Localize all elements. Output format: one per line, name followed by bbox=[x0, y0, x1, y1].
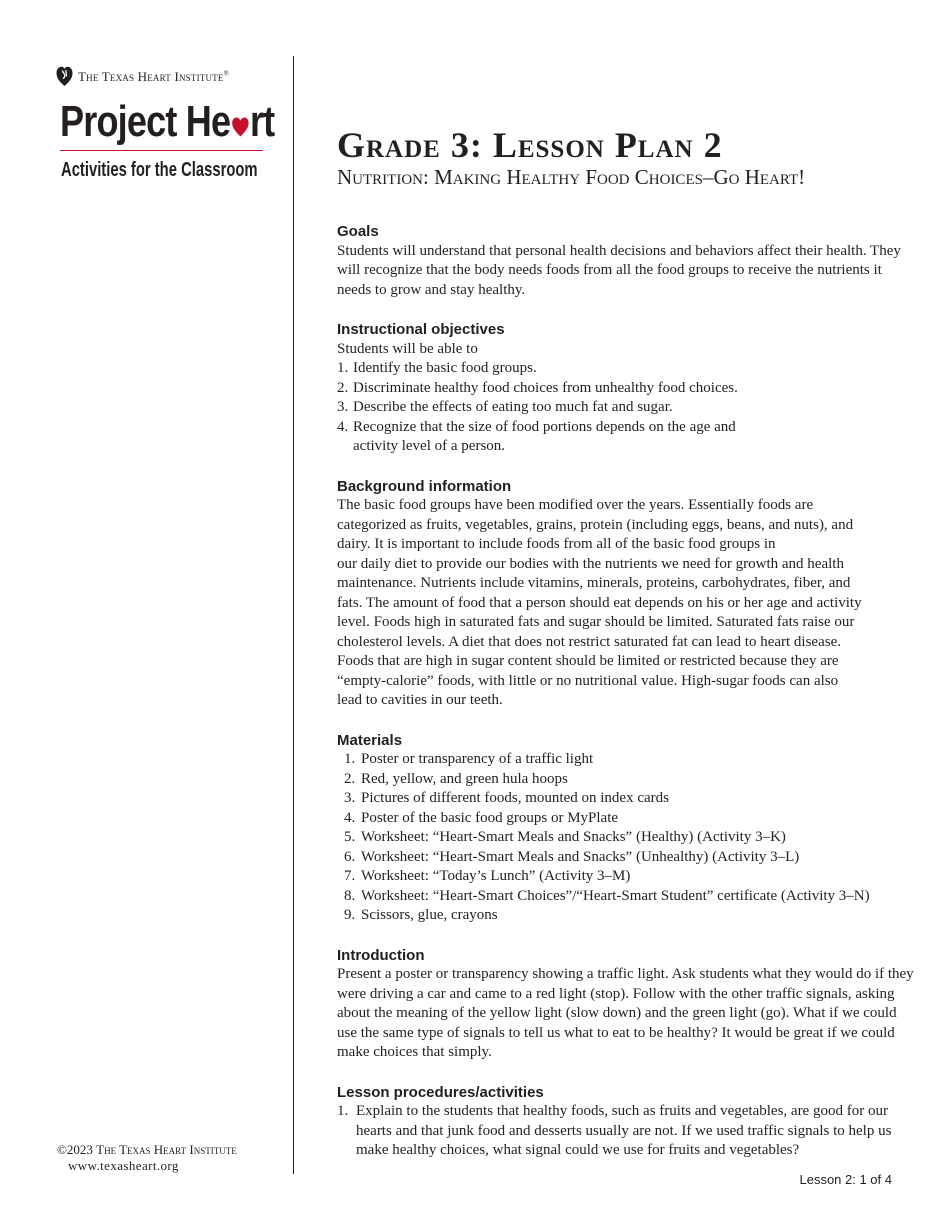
institute-name: The Texas Heart Institute® bbox=[78, 68, 230, 84]
list-item: 4. Recognize that the size of food portions depends on the age and activity level of a person. bbox=[337, 418, 736, 454]
website-link[interactable]: www.texasheart.org bbox=[68, 1158, 179, 1173]
list-item: 3. Pictures of different foods, mounted on index cards bbox=[344, 790, 669, 806]
list-item: 3. Describe the effects of eating too much fat and sugar. bbox=[337, 399, 673, 415]
list-item: 8. Worksheet: “Heart-Smart Choices”/“Heart-Smart Student” certificate (Activity 3–N) bbox=[344, 887, 870, 904]
list-item: 4. Poster of the basic food groups or MyPlate bbox=[344, 809, 619, 826]
heart-logo-icon bbox=[56, 66, 73, 87]
list-item: 2. Red, yellow, and green hula hoops bbox=[344, 770, 568, 787]
project-subtitle: Activities for the Classroom bbox=[61, 159, 258, 181]
objectives-heading: Instructional objectives bbox=[337, 321, 505, 338]
objectives-intro: Students will be able to bbox=[337, 340, 478, 357]
red-heart-icon bbox=[231, 116, 249, 138]
procedures-section bbox=[337, 1083, 917, 1161]
list-item: 1. Poster or transparency of a traffic light bbox=[344, 751, 594, 767]
goals-section bbox=[337, 222, 917, 300]
lesson-content bbox=[337, 120, 917, 1161]
title-divider bbox=[60, 150, 263, 151]
materials-list bbox=[337, 750, 917, 926]
background-text: The basic food groups have been modified over the years. Essentially foods are categorized as fruits, vegetables, grains, protein (including eggs, beans, and nuts), and dairy. It is important to include foods from all of the basic food groups in our daily diet to provide our bodies with the nutrients we need for growth and health maintenance. Nutrients include vitamins, minerals, proteins, carbohydrates, fiber, and fats. The amount of food that a person should eat depends on his or her age and activity level. Foods high in saturated fats and sugar should be limited. Saturated fats raise our cholesterol levels. A diet that does not restrict saturated fat can lead to heart disease. Foods that are high in sugar content should be limited or restricted because they are “empty-calorie” foods, with little or no nutritional value. High-sugar foods can also lead to cavities in our teeth. bbox=[337, 497, 862, 708]
background-heading: Background information bbox=[337, 477, 512, 495]
copyright-notice: ©2023 The Texas Heart Institute bbox=[57, 1142, 237, 1157]
background-section bbox=[337, 477, 917, 711]
objectives-section bbox=[337, 320, 917, 457]
introduction-section bbox=[337, 946, 917, 1063]
list-item: 9. Scissors, glue, crayons bbox=[344, 907, 498, 923]
institute-header bbox=[56, 66, 229, 87]
procedures-heading: Lesson procedures/activities bbox=[337, 1083, 544, 1101]
vertical-divider bbox=[293, 56, 294, 1174]
page-number: Lesson 2: 1 of 4 bbox=[799, 1172, 892, 1187]
objectives-list bbox=[337, 359, 917, 457]
materials-section bbox=[337, 731, 917, 926]
list-item: 7. Worksheet: “Today’s Lunch” (Activity 3–M) bbox=[344, 868, 631, 884]
list-item: 6. Worksheet: “Heart-Smart Meals and Snacks” (Unhealthy) (Activity 3–L) bbox=[344, 848, 800, 865]
list-item: 2. Discriminate healthy food choices from unhealthy food choices. bbox=[337, 379, 738, 396]
list-item: 1. Explain to the students that healthy foods, such as fruits and vegetables, are good for our hearts and that junk food and desserts usually are not. If we used traffic signals to help us make healthy choices, what signal could we use for fruits and vegetables? bbox=[337, 1103, 892, 1158]
procedures-list bbox=[337, 1102, 917, 1161]
materials-heading: Materials bbox=[337, 731, 403, 749]
introduction-text: Present a poster or transparency showing a traffic light. Ask students what they would do if they were driving a car and came to a red light (stop). Follow with the other traffic signals, asking about the meaning of the yellow light (slow down) and the green light (go). What if we could use the same type of signals to tell us what to eat to be healthy? It would be great if we could make choices that simply. bbox=[337, 966, 914, 1060]
page-title: Grade 3: Lesson Plan 2 bbox=[337, 125, 723, 165]
introduction-heading: Introduction bbox=[337, 946, 425, 964]
goals-text: Students will understand that personal health decisions and behaviors affect their health. They will recognize that the body needs foods from all the food groups to receive the nutrients it needs to grow and stay healthy. bbox=[337, 242, 901, 298]
project-heart-title: Project He rt bbox=[60, 97, 275, 146]
sidebar bbox=[0, 0, 294, 1230]
list-item: 1. Identify the basic food groups. bbox=[337, 360, 537, 376]
goals-heading: Goals bbox=[337, 223, 379, 240]
list-item: 5. Worksheet: “Heart-Smart Meals and Snacks” (Healthy) (Activity 3–K) bbox=[344, 829, 786, 845]
page-subtitle: Nutrition: Making Healthy Food Choices–Go Heart! bbox=[337, 165, 806, 189]
